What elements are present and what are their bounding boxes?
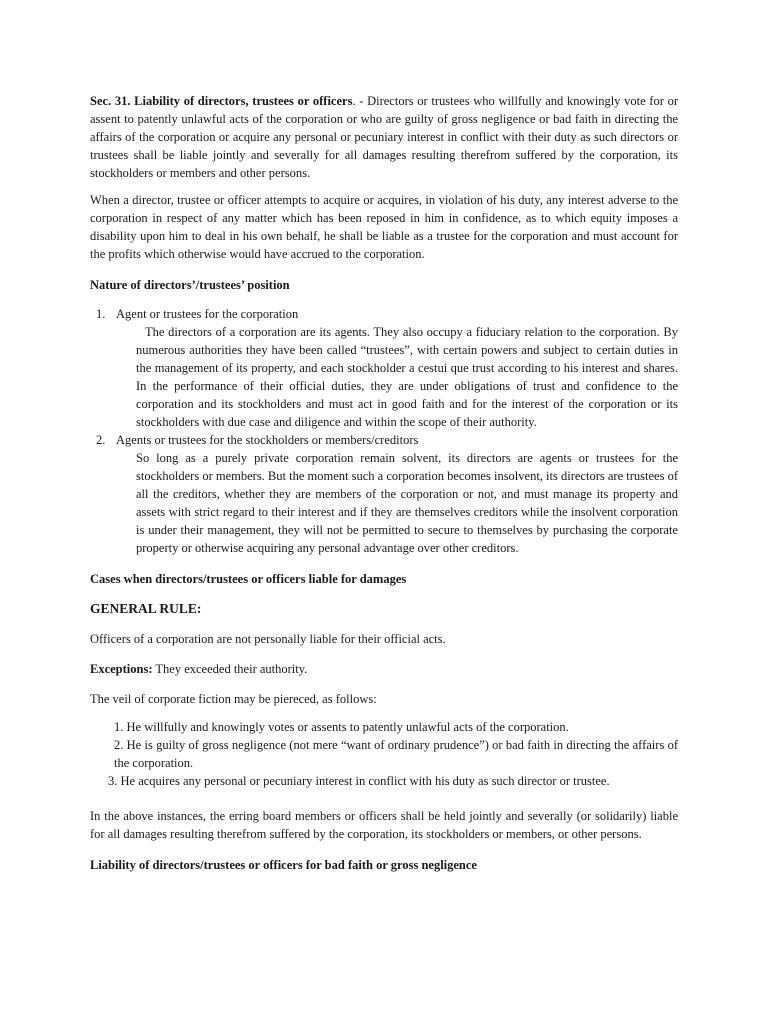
sec31-body: . - Directors or trustees who willfully and knowingly vote for or assent to patently unlawful acts of the corporation or who are guilty of gross negligence or bad faith in directing the affairs of the corporation or acquire any personal or pecuniary interest in conflict with their duty as such directors or trustees shall be liable jointly and severally for all damages resulting therefrom suffered by the corporation, its stockholders or members and other persons. [90, 94, 678, 180]
nature-item-title: Agents or trustees for the stockholders or members/creditors [116, 433, 419, 447]
exceptions-text: They exceeded their authority. [152, 662, 308, 676]
exceptions-line [90, 660, 678, 678]
veil-list [90, 718, 678, 790]
document-page [90, 92, 678, 874]
nature-item-body: So long as a purely private corporation remain solvent, its directors are agents or trustees for the stockholders or members. But the moment such a corporation becomes insolvent, its directors are trustees of all the creditors, whether they are members of the corporation or not, and must manage its property and assets with strict regard to their interest and if they are themselves creditors while the insolvent corporation is under their management, they will not be permitted to secure to themselves by purchasing the corporate property or otherwise acquiring any personal advantage over other creditors. [136, 451, 678, 555]
veil-item-3: 3. He acquires any personal or pecuniary interest in conflict with his duty as such director or trustee. [108, 774, 610, 788]
general-rule-text: Officers of a corporation are not personally liable for their official acts. [90, 632, 446, 646]
sec31-paragraph [90, 92, 678, 182]
exceptions-label: Exceptions: [90, 662, 153, 676]
nature-item-body-text: The directors of a corporation are its agents. They also occupy a fiduciary relation to the corporation. By numerous authorities they have been called “trustees”, with certain powers and subject to certain duties in the management of its property, and each stockholder a cestui que trust according to his interest and shares. In the performance of their official duties, they are under obligations of trust and confidence to the corporation and its stockholders and must act in good faith and for the interest of the corporation or its stockholders with due case and diligence and within the scope of their authority. [136, 325, 678, 429]
nature-item-number: 1. [96, 307, 106, 321]
cases-heading: Cases when directors/trustees or officers liable for damages [90, 572, 407, 586]
veil-item-2: 2. He is guilty of gross negligence (not mere “want of ordinary prudence”) or bad faith in directing the affairs of the corporation. [114, 738, 678, 770]
equity-paragraph: When a director, trustee or officer attempts to acquire or acquires, in violation of his duty, any interest adverse to the corporation in respect of any matter which has been reposed in him in confidence, as to which equity imposes a disability upon him to deal in his own behalf, he shall be liable as a trustee for the corporation and must account for the profits which otherwise would have accrued to the corporation. [90, 193, 678, 261]
sec31-heading: Sec. 31. Liability of directors, trustees or officers [90, 94, 353, 108]
nature-item-number: 2. [96, 433, 106, 447]
general-rule-heading: GENERAL RULE: [90, 601, 202, 616]
nature-item-body [136, 323, 678, 431]
nature-item-2 [90, 431, 678, 557]
nature-item-title: Agent or trustees for the corporation [116, 307, 299, 321]
veil-item-1: 1. He willfully and knowingly votes or assents to patently unlawful acts of the corporation. [114, 720, 569, 734]
nature-item-1 [90, 305, 678, 431]
nature-heading: Nature of directors’/trustees’ position [90, 278, 290, 292]
instances-paragraph: In the above instances, the erring board members or officers shall be held jointly and severally (or solidarily) liable for all damages resulting therefrom suffered by the corporation, its stockholders or members, or other persons. [90, 809, 678, 841]
liability-heading: Liability of directors/trustees or officers for bad faith or gross negligence [90, 858, 477, 872]
veil-intro: The veil of corporate fiction may be piereced, as follows: [90, 692, 377, 706]
